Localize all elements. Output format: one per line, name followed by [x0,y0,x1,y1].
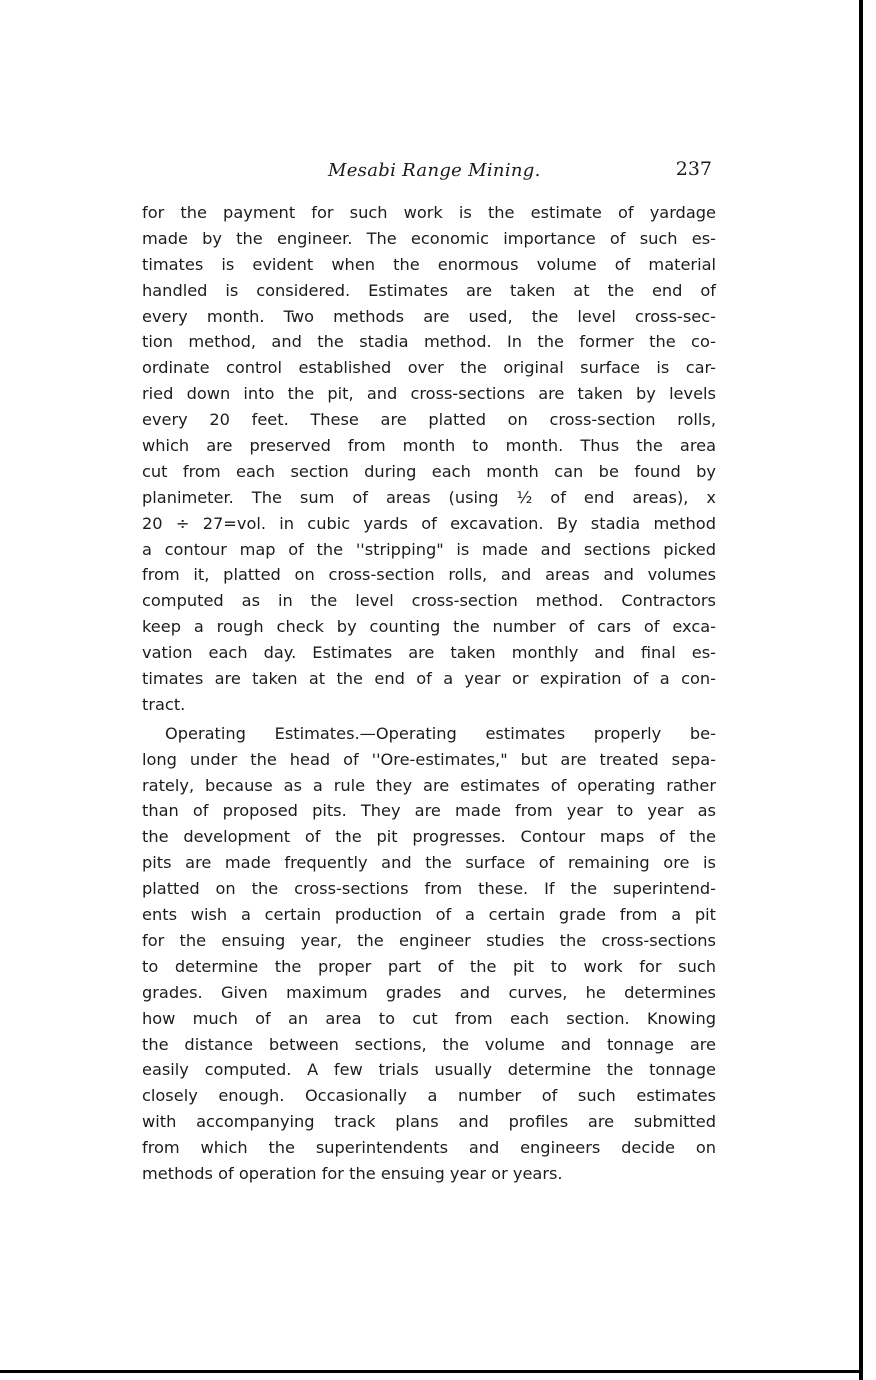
text-line: ordinate control established over the original surface is car- [142,358,716,378]
text-line: the distance between sections, the volume and tonnage are [142,1034,716,1054]
text-line: a contour map of the ''stripping" is made and sections picked [142,539,716,559]
text-line: timates is evident when the enormous volume of material [142,254,716,274]
text-line: Operating Estimates.—Operating estimates properly be- [165,723,716,743]
text-line: ried down into the pit, and cross-sections are taken by levels [142,384,716,404]
text-line: made by the engineer. The economic importance of such es- [142,228,716,248]
paragraph-1 [142,200,716,718]
text-line: than of proposed pits. They are made from year to year as [142,801,716,821]
text-line: how much of an area to cut from each section. Knowing [142,1008,716,1028]
text-line: tract. [142,694,186,714]
text-line: closely enough. Occasionally a number of such estimates [142,1086,716,1106]
text-line: which are preserved from month to month. Thus the area [142,436,716,456]
text-line: to determine the proper part of the pit to work for such [142,956,716,976]
text-line: every month. Two methods are used, the level cross-sec- [142,306,716,326]
text-line: from it, platted on cross-section rolls, and areas and volumes [142,565,716,585]
text-line: cut from each section during each month can be found by [142,461,716,481]
text-line: every 20 feet. These are platted on cross-section rolls, [142,410,716,430]
text-line: tion method, and the stadia method. In the former the co- [142,332,716,352]
text-line: platted on the cross-sections from these. If the superintend- [142,879,716,899]
text-line: vation each day. Estimates are taken monthly and final es- [142,643,716,663]
text-line: timates are taken at the end of a year or expiration of a con- [142,669,716,689]
text-line: handled is considered. Estimates are taken at the end of [142,280,716,300]
text-line: easily computed. A few trials usually determine the tonnage [142,1060,716,1080]
text-line: the development of the pit progresses. Contour maps of the [142,827,716,847]
text-line: from which the superintendents and engineers decide on [142,1138,716,1158]
running-title: Mesabi Range Mining. [328,160,541,181]
text-line: ents wish a certain production of a certain grade from a pit [142,905,716,925]
text-line: methods of operation for the ensuing year or years. [142,1163,563,1183]
running-head [140,158,716,188]
text-line: pits are made frequently and the surface of remaining ore is [142,853,716,873]
page-number: 237 [675,158,712,180]
text-line: with accompanying track plans and profiles are submitted [142,1112,716,1132]
text-line: rately, because as a rule they are estimates of operating rather [142,775,716,795]
paragraph-2 [142,721,716,1187]
text-line: for the payment for such work is the estimate of yardage [142,203,716,222]
text-line: planimeter. The sum of areas (using ½ of end areas), x [142,487,716,507]
page-edge-right [859,0,863,1380]
page-edge-bottom [0,1370,863,1373]
text-line: 20 ÷ 27=vol. in cubic yards of excavation. By stadia method [142,513,716,533]
text-line: keep a rough check by counting the number of cars of exca- [142,617,716,637]
text-line: long under the head of ''Ore-estimates," but are treated sepa- [142,749,716,769]
body-text [142,200,716,1187]
text-line: for the ensuing year, the engineer studies the cross-sections [142,930,716,950]
text-line: computed as in the level cross-section method. Contractors [142,591,716,611]
text-line: grades. Given maximum grades and curves, he determines [142,982,716,1002]
